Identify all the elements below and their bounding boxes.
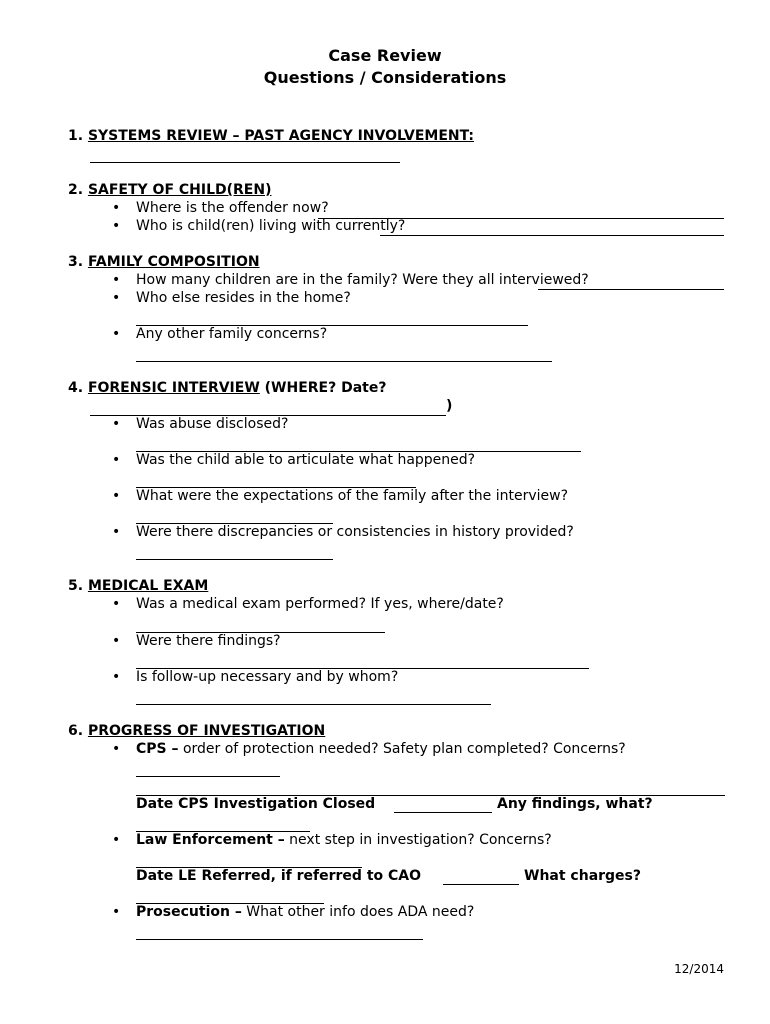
section-title-suffix: (WHERE? Date? [264,380,387,396]
bullet-icon: • [112,488,121,504]
question-text: Was a medical exam performed? If yes, where/date? [136,596,504,612]
page-subtitle: Questions / Considerations [263,68,507,87]
section-1-heading [68,128,474,144]
bullet-icon: • [112,290,121,306]
le-text: next step in investigation? Concerns? [284,832,552,848]
prosecution-question [136,904,474,920]
cps-text: order of protection needed? Safety plan completed? Concerns? [178,741,626,757]
question-text: Any other family concerns? [136,326,328,342]
le-charges-label: What charges? [524,868,642,884]
question-text: Where is the offender now? [136,200,329,216]
answer-line[interactable] [136,361,552,362]
question-text: Is follow-up necessary and by whom? [136,669,399,685]
section-number: 5. [68,578,84,594]
bullet-icon: • [112,904,121,920]
le-date-label: Date LE Referred, if referred to CAO [136,868,422,884]
section-6-heading [68,723,325,739]
le-question [136,832,552,848]
section-title: MEDICAL EXAM [87,578,209,594]
le-date-line[interactable] [443,884,519,885]
page-title: Case Review [328,46,442,65]
answer-line[interactable] [136,939,423,940]
question-text: Were there discrepancies or consistencies in history provided? [136,524,574,540]
section-number: 2. [68,182,84,198]
bullet-icon: • [112,452,121,468]
section-number: 3. [68,254,84,270]
cps-question [136,741,626,757]
bullet-icon: • [112,326,121,342]
cps-date-line[interactable] [394,812,492,813]
footer-date: 12/2014 [674,962,724,976]
answer-line[interactable] [136,776,280,777]
close-paren: ) [446,398,453,414]
section-title: FORENSIC INTERVIEW [87,380,260,396]
bullet-icon: • [112,832,121,848]
cps-findings-label: Any findings, what? [497,796,653,812]
section-number: 4. [68,380,84,396]
bullet-icon: • [112,633,121,649]
section-title: PROGRESS OF INVESTIGATION [87,723,326,739]
question-text: What were the expectations of the family after the interview? [136,488,569,504]
answer-line[interactable] [136,704,491,705]
section-4-heading [68,380,387,396]
answer-line[interactable] [380,235,724,236]
section-title: SYSTEMS REVIEW – PAST AGENCY INVOLVEMENT: [87,128,474,144]
bullet-icon: • [112,218,121,234]
bullet-icon: • [112,596,121,612]
cps-date-label: Date CPS Investigation Closed [136,796,376,812]
section-number: 6. [68,723,84,739]
bullet-icon: • [112,741,121,757]
answer-line[interactable] [538,289,724,290]
section-2-heading [68,182,271,198]
section-title: FAMILY COMPOSITION [87,254,260,270]
section-number: 1. [68,128,84,144]
bullet-icon: • [112,524,121,540]
bullet-icon: • [112,272,121,288]
section-title: SAFETY OF CHILD(REN) [87,182,272,198]
le-label: Law Enforcement – [136,832,285,848]
cps-label: CPS – [136,741,179,757]
answer-line[interactable] [136,559,333,560]
question-text: Were there findings? [136,633,281,649]
prosecution-text: What other info does ADA need? [241,904,475,920]
section-3-heading [68,254,260,270]
question-text: Was the child able to articulate what happened? [136,452,476,468]
question-text: Who is child(ren) living with currently? [136,218,406,234]
question-text: Who else resides in the home? [136,290,351,306]
section-5-heading [68,578,208,594]
answer-line[interactable] [90,162,400,163]
prosecution-label: Prosecution – [136,904,242,920]
question-text: How many children are in the family? Were they all interviewed? [136,272,589,288]
bullet-icon: • [112,669,121,685]
bullet-icon: • [112,416,121,432]
bullet-icon: • [112,200,121,216]
question-text: Was abuse disclosed? [136,416,289,432]
